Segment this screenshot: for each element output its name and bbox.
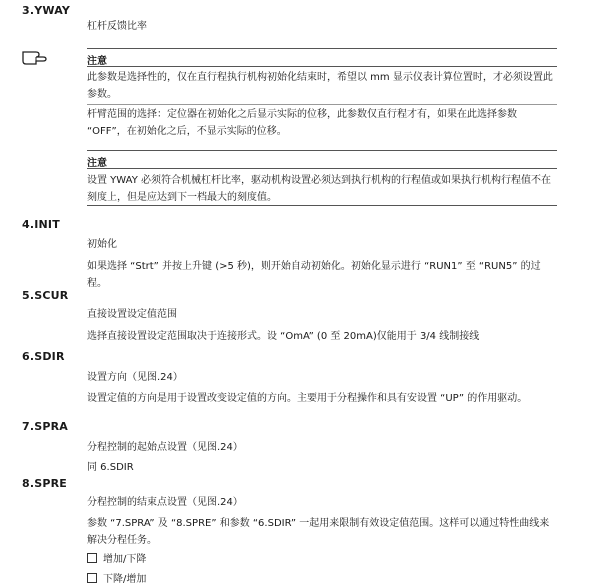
section-body-scur: 选择直接设置设定范围取决于连接形式。设 “OmA” (0 至 20mA)仅能用于 3/4 线制接线	[87, 331, 480, 342]
option-decrease-increase	[87, 571, 557, 588]
note-paragraph: 此参数是选择性的，仅在直行程执行机构初始化结束时，希望以 mm 显示仪表计算位置时，才必须设置此参数。	[87, 72, 553, 100]
section-subtitle-init: 初始化	[87, 239, 117, 250]
note-label: 注意	[87, 158, 107, 169]
note-top-rule	[87, 150, 557, 151]
section-body-spra: 同 6.SDIR	[87, 462, 134, 473]
section-title-spra: 7.SPRA	[22, 420, 69, 433]
note-label: 注意	[87, 56, 107, 67]
section-subtitle-scur: 直接设置设定值范围	[87, 309, 177, 320]
note-bottom-rule	[87, 205, 557, 206]
section-subtitle-sdir: 设置方向（见图.24）	[87, 372, 183, 383]
note-paragraph: 杆臂范围的选择：定位器在初始化之后显示实际的位移，此参数仅直行程才有，如果在此选择参数 “OFF”，在初始化之后，不显示实际的位移。	[87, 109, 517, 137]
note-rule	[87, 104, 557, 105]
note-rule	[87, 66, 557, 67]
section-title-spre: 8.SPRE	[22, 477, 68, 490]
section-body-spre: 参数 “7.SPRA” 及 “8.SPRE” 和参数 “6.SDIR” 一起用来限制有效设定值范围。这样可以通过特性曲线来解决分程任务。	[87, 518, 550, 546]
note-paragraph: 设置 YWAY 必须符合机械杠杆比率，驱动机构设置必须达到执行机构的行程值或如果执行机构行程值不在刻度上，但是应达到下一档最大的刻度值。	[87, 175, 551, 203]
section-body-sdir: 设置定值的方向是用于设置改变设定值的方向。主要用于分程操作和具有安设置 “UP” 的作用驱动。	[87, 393, 528, 404]
checkbox-icon	[87, 573, 97, 583]
section-subtitle-spra: 分程控制的起始点设置（见图.24）	[87, 442, 243, 453]
section-title-sdir: 6.SDIR	[22, 350, 65, 363]
option-label: 增加/下降	[103, 554, 147, 565]
section-title-yway: 3.YWAY	[22, 4, 71, 17]
pointing-hand-icon	[22, 48, 50, 66]
option-increase-decrease	[87, 551, 557, 568]
section-title-scur: 5.SCUR	[22, 289, 69, 302]
section-subtitle-yway: 杠杆反馈比率	[87, 21, 147, 32]
note-rule	[87, 168, 557, 169]
section-title-init: 4.INIT	[22, 218, 60, 231]
note-top-rule	[87, 48, 557, 49]
section-body-init: 如果选择 “Strt” 并按上升键 (>5 秒)，则开始自动初始化。初始化显示进行 “RUN1” 至 “RUN5” 的过程。	[87, 261, 541, 289]
checkbox-icon	[87, 553, 97, 563]
section-subtitle-spre: 分程控制的结束点设置（见图.24）	[87, 497, 243, 508]
option-label: 下降/增加	[103, 574, 147, 585]
